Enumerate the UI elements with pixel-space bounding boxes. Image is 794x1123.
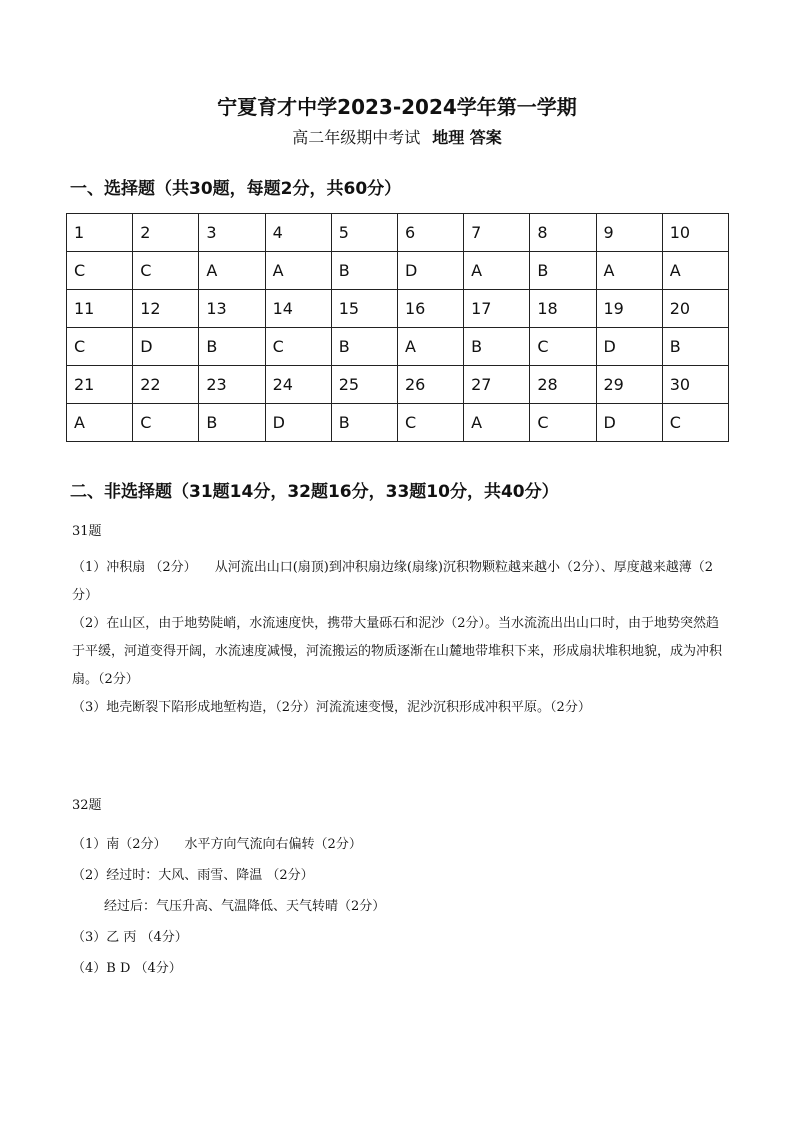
- table-cell: 14: [265, 290, 331, 328]
- table-row-numbers: [67, 290, 729, 328]
- table-cell: 19: [596, 290, 662, 328]
- table-cell: A: [464, 252, 530, 290]
- question-31-block: [72, 518, 732, 722]
- q32-answer-1: [72, 829, 732, 860]
- table-cell: C: [397, 404, 463, 442]
- table-cell: D: [133, 328, 199, 366]
- table-cell: C: [133, 404, 199, 442]
- table-cell: 8: [530, 214, 596, 252]
- table-cell: 21: [67, 366, 133, 404]
- table-cell: D: [596, 404, 662, 442]
- page-title: 宁夏育才中学2023-2024学年第一学期: [217, 95, 577, 119]
- table-cell: B: [331, 328, 397, 366]
- table-cell: 17: [464, 290, 530, 328]
- q32-answer-4: （4）B D （4分）: [72, 961, 182, 976]
- table-row-answers: [67, 404, 729, 442]
- table-cell: C: [530, 328, 596, 366]
- q31-answer-3: （3）地壳断裂下陷形成地堑构造，（2分）河流流速变慢，泥沙沉积形成冲积平原。（2分）: [72, 700, 591, 715]
- table-cell: A: [67, 404, 133, 442]
- table-row-numbers: [67, 214, 729, 252]
- table-cell: A: [596, 252, 662, 290]
- table-cell: 3: [199, 214, 265, 252]
- table-cell: 7: [464, 214, 530, 252]
- table-cell: 20: [662, 290, 728, 328]
- table-cell: B: [530, 252, 596, 290]
- table-cell: 22: [133, 366, 199, 404]
- table-cell: A: [464, 404, 530, 442]
- table-cell: 28: [530, 366, 596, 404]
- table-cell: 4: [265, 214, 331, 252]
- table-cell: A: [199, 252, 265, 290]
- table-cell: D: [596, 328, 662, 366]
- q31-answer-1b: 从河流出山口(扇顶)到冲积扇边缘(扇缘)沉积物颗粒越来越小（2分）、厚度越来越薄（2分）: [72, 560, 714, 603]
- section2-heading: 二、非选择题（31题14分，32题16分，33题10分，共40分）: [70, 482, 559, 502]
- table-cell: B: [199, 404, 265, 442]
- table-cell: C: [530, 404, 596, 442]
- table-cell: 10: [662, 214, 728, 252]
- q31-answer-1a: （1）冲积扇 （2分）: [72, 560, 197, 575]
- table-cell: C: [67, 328, 133, 366]
- table-cell: B: [464, 328, 530, 366]
- subtitle-exam: 高二年级期中考试: [292, 128, 421, 147]
- table-cell: B: [662, 328, 728, 366]
- table-cell: C: [265, 328, 331, 366]
- table-cell: 13: [199, 290, 265, 328]
- table-cell: A: [265, 252, 331, 290]
- table-cell: B: [331, 252, 397, 290]
- table-cell: 6: [397, 214, 463, 252]
- table-cell: 18: [530, 290, 596, 328]
- table-cell: C: [133, 252, 199, 290]
- table-cell: B: [331, 404, 397, 442]
- q32-answer-2: （2）经过时：大风、雨雪、降温 （2分）: [72, 868, 314, 883]
- table-cell: 1: [67, 214, 133, 252]
- page-subtitle: [0, 127, 794, 149]
- q32-answer-3: （3）乙 丙 （4分）: [72, 930, 188, 945]
- table-cell: 30: [662, 366, 728, 404]
- table-cell: 29: [596, 366, 662, 404]
- table-cell: 2: [133, 214, 199, 252]
- question-32-block: [72, 790, 732, 984]
- table-cell: 15: [331, 290, 397, 328]
- table-cell: C: [662, 404, 728, 442]
- section1-heading: 一、选择题（共30题，每题2分，共60分）: [70, 179, 402, 199]
- table-cell: 25: [331, 366, 397, 404]
- table-cell: 12: [133, 290, 199, 328]
- table-cell: A: [397, 328, 463, 366]
- q31-answer-2: （2）在山区，由于地势陡峭，水流速度快，携带大量砾石和泥沙（2分）。当水流流出出山口时，由于地势突然趋于平缓，河道变得开阔，水流速度减慢，河流搬运的物质逐渐在山麓地带堆积下来，形成扇状堆积地貌，成为冲积扇。（2分）: [72, 616, 723, 687]
- question-31-label: 31题: [72, 524, 102, 539]
- q32-answer-1b: 水平方向气流向右偏转（2分）: [184, 837, 362, 852]
- table-cell: 23: [199, 366, 265, 404]
- table-row-answers: [67, 252, 729, 290]
- question-32-label: 32题: [72, 798, 102, 813]
- answer-table: [66, 213, 729, 442]
- q31-answer-1: [72, 554, 732, 610]
- table-cell: C: [67, 252, 133, 290]
- q32-answer-2b: 经过后：气压升高、气温降低、天气转晴（2分）: [104, 899, 386, 914]
- q32-answer-1a: （1）南（2分）: [72, 837, 167, 852]
- table-cell: D: [397, 252, 463, 290]
- table-cell: 16: [397, 290, 463, 328]
- table-cell: 24: [265, 366, 331, 404]
- table-row-numbers: [67, 366, 729, 404]
- subtitle-subject: 地理 答案: [432, 128, 502, 147]
- table-cell: 5: [331, 214, 397, 252]
- table-cell: B: [199, 328, 265, 366]
- table-cell: 9: [596, 214, 662, 252]
- table-cell: D: [265, 404, 331, 442]
- table-cell: 26: [397, 366, 463, 404]
- table-cell: 11: [67, 290, 133, 328]
- table-cell: A: [662, 252, 728, 290]
- table-cell: 27: [464, 366, 530, 404]
- table-row-answers: [67, 328, 729, 366]
